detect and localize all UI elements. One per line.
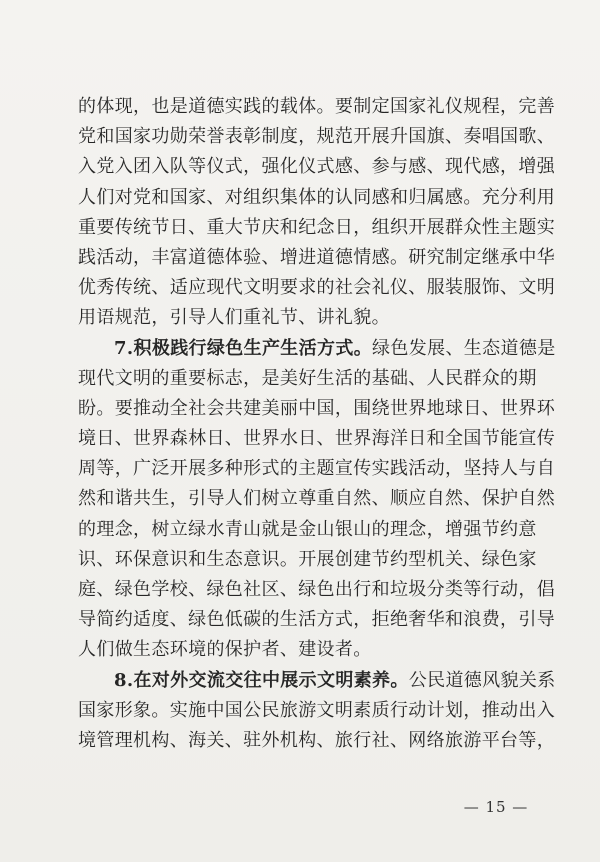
page-number: — 15 — xyxy=(463,798,529,816)
text-line: 的理念，树立绿水青山就是金山银山的理念，增强节约意 xyxy=(78,518,537,540)
text-line: 周等，广泛开展多种形式的主题宣传实践活动，坚持人与自 xyxy=(78,458,556,480)
section-heading-line: 7.积极践行绿色生产生活方式。绿色发展、生态道德是 xyxy=(114,337,556,359)
text-line: 的体现，也是道德实践的载体。要制定国家礼仪规程，完善 xyxy=(78,96,556,117)
section-heading: 7.积极践行绿色生产生活方式。 xyxy=(114,337,373,359)
section-heading-line: 8.在对外交流交往中展示文明素养。公民道德风貌关系 xyxy=(114,669,556,691)
text-line: 庭、绿色学校、绿色社区、绿色出行和垃圾分类等行动，倡 xyxy=(78,579,556,600)
text-line: 境日、世界森林日、世界水日、世界海洋日和全国节能宣传 xyxy=(78,428,556,450)
text-line: 人们对党和国家、对组织集体的认同感和归属感。充分利用 xyxy=(78,186,556,208)
document-body xyxy=(78,92,556,756)
text-line: 人们做生态环境的保护者、建设者。 xyxy=(78,639,372,661)
text-line: 党和国家功勋荣誉表彰制度，规范开展升国旗、奏唱国歌、 xyxy=(78,126,556,148)
text-line: 优秀传统、适应现代文明要求的社会礼仪、服装服饰、文明 xyxy=(78,277,556,299)
text-line: 盼。要推动全社会共建美丽中国，围绕世界地球日、世界环 xyxy=(78,397,556,419)
text-line: 现代文明的重要标志，是美好生活的基础、人民群众的期 xyxy=(78,367,537,389)
text-line: 入党入团入队等仪式，强化仪式感、参与感、现代感，增强 xyxy=(78,156,556,178)
text-line: 践活动，丰富道德体验、增进道德情感。研究制定继承中华 xyxy=(78,246,556,268)
text-line: 识、环保意识和生态意识。开展创建节约型机关、绿色家 xyxy=(78,548,537,570)
text-line: 用语规范，引导人们重礼节、讲礼貌。 xyxy=(78,307,390,329)
text-line: 然和谐共生，引导人们树立尊重自然、顺应自然、保护自然 xyxy=(78,488,556,510)
text-line: 国家形象。实施中国公民旅游文明素质行动计划，推动出入 xyxy=(78,699,556,721)
text-line: 境管理机构、海关、驻外机构、旅行社、网络旅游平台等， xyxy=(78,729,556,751)
text-line: 导简约适度、绿色低碳的生活方式，拒绝奢华和浪费，引导 xyxy=(78,609,556,631)
section-heading: 8.在对外交流交往中展示文明素养。 xyxy=(114,669,409,691)
text-line: 重要传统节日、重大节庆和纪念日，组织开展群众性主题实 xyxy=(78,216,556,238)
